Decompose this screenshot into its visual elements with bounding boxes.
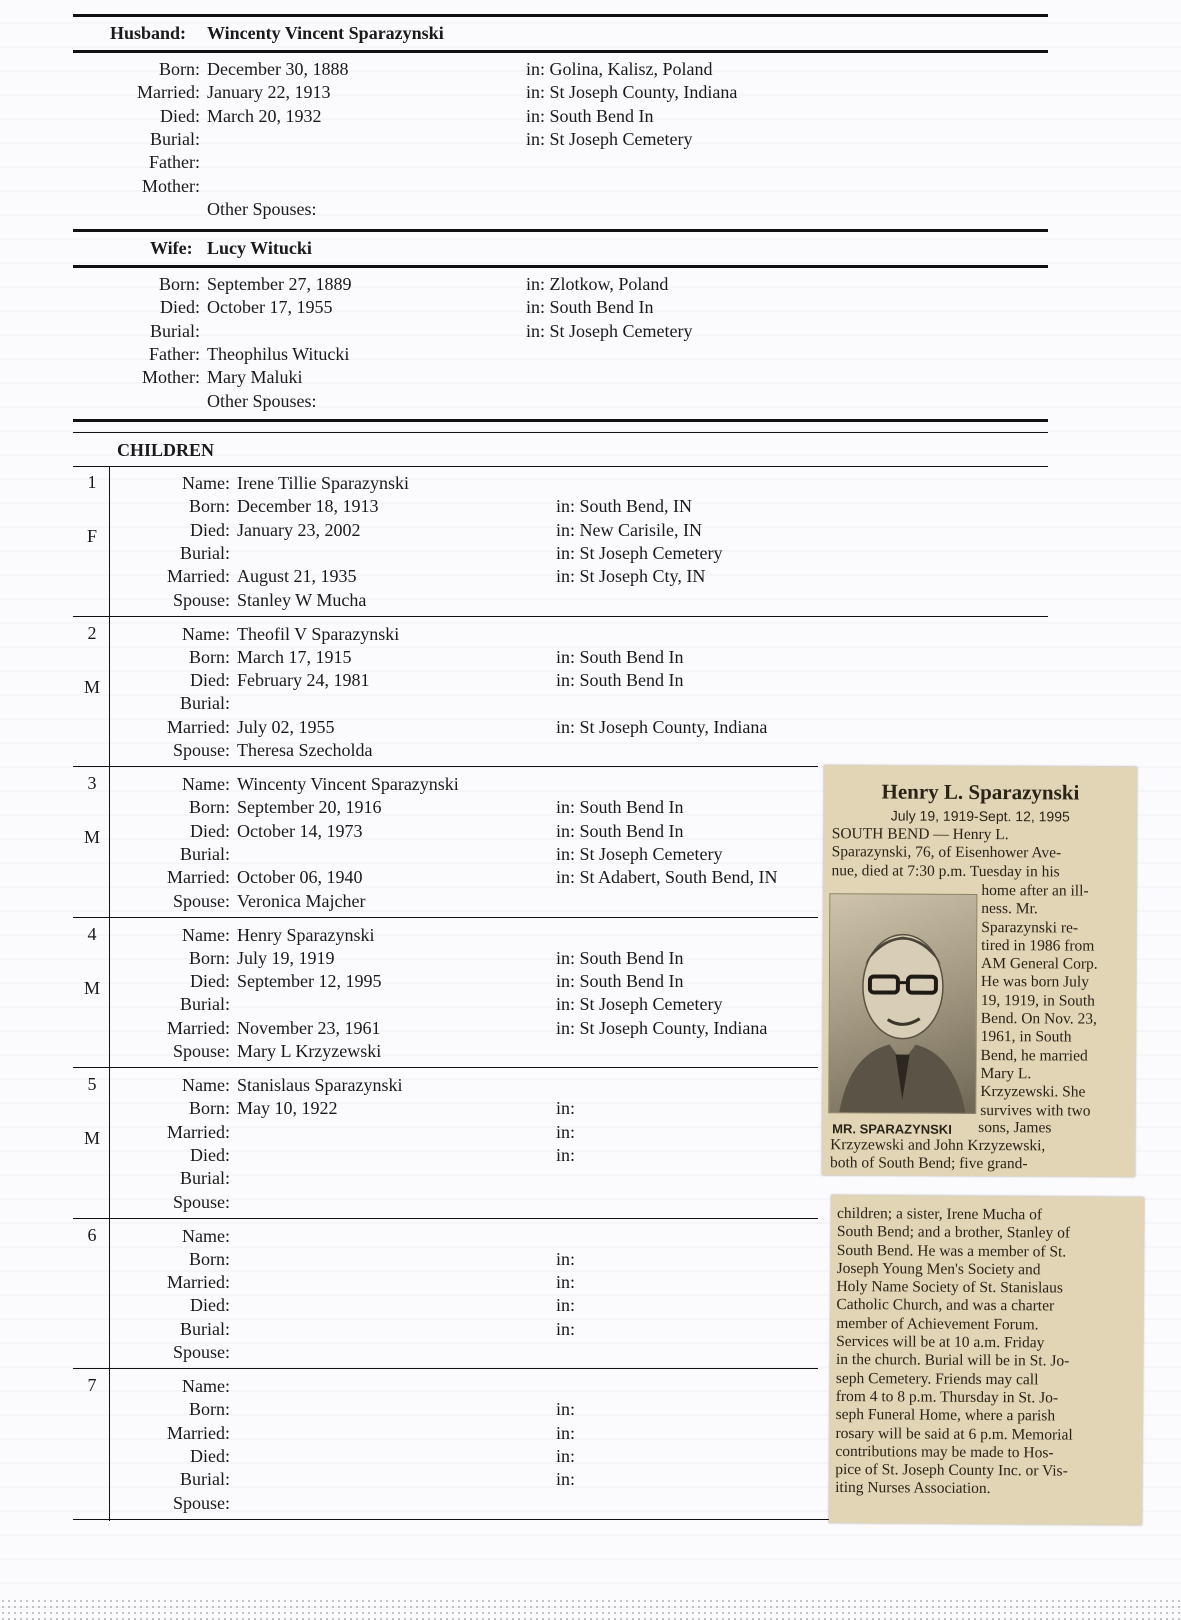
obituary-line: Holy Name Society of St. Stanislaus <box>836 1278 1064 1297</box>
obituary-line: iting Nurses Association. <box>835 1479 991 1498</box>
child-field-place: in: South Bend In <box>556 670 684 691</box>
child-field-value: July 19, 1919 <box>237 947 335 968</box>
child-field-value: October 06, 1940 <box>237 867 363 888</box>
portrait-illustration <box>829 894 976 1113</box>
child-field-label: Died: <box>190 820 230 841</box>
child-field-place: in: South Bend In <box>556 947 684 968</box>
husband-field-place: in: South Bend In <box>526 105 654 126</box>
child-field-label: Name: <box>182 1225 230 1246</box>
child-field-value: August 21, 1935 <box>237 566 357 587</box>
obituary-line: South Bend. He was a member of St. <box>836 1241 1067 1261</box>
obituary-line: member of Achievement Forum. <box>836 1314 1039 1334</box>
children-rule-2 <box>73 432 1048 433</box>
husband-field-value: March 20, 1932 <box>207 105 322 126</box>
child-field-label: Married: <box>167 716 230 737</box>
child-field-value: Henry Sparazynski <box>237 924 375 945</box>
child-field-value: Wincenty Vincent Sparazynski <box>237 774 459 794</box>
child-field-label: Married: <box>167 566 230 587</box>
child-number: 1 <box>87 472 97 492</box>
obituary-line: Sparazynski, 76, of Eisenhower Ave- <box>831 843 1062 862</box>
child-field-value: Mary L Krzyzewski <box>237 1041 382 1061</box>
child-field-label: Spouse: <box>172 1342 230 1362</box>
child-bottom-rule <box>73 1218 818 1219</box>
child-field-place: in: <box>556 1399 576 1420</box>
scan-edge-pattern <box>0 1598 1181 1620</box>
children-top-rule <box>73 466 1048 467</box>
children-rule-1 <box>73 419 1048 422</box>
child-field-place: in: South Bend, IN <box>556 496 693 517</box>
obituary-line: He was born July <box>980 973 1090 992</box>
child-field-place: in: New Carisile, IN <box>556 519 702 540</box>
obituary-line: tired in 1986 from <box>981 936 1095 955</box>
photo-caption: MR. SPARAZYNSKI <box>832 1121 952 1137</box>
wife-field-label: Born: <box>158 274 200 294</box>
child-field-place: in: South Bend In <box>556 971 684 992</box>
obituary-line: pice of St. Joseph County Inc. or Vis- <box>835 1461 1068 1480</box>
child-field-place: in: St Joseph Cty, IN <box>556 566 706 587</box>
wife-field-label: Died: <box>160 297 200 318</box>
child-sex: M <box>83 676 100 697</box>
obituary-line: 1961, in South <box>980 1028 1072 1046</box>
obituary-line: 19, 1919, in South <box>980 991 1095 1010</box>
child-sex: M <box>83 1128 100 1148</box>
child-field-label: Burial: <box>180 693 230 714</box>
child-field-place: in: St Joseph Cemetery <box>556 542 723 563</box>
child-field-value: Theresa Szecholda <box>237 740 373 760</box>
child-number: 4 <box>87 923 97 944</box>
wife-name: Lucy Witucki <box>207 238 312 258</box>
obituary-line: children; a sister, Irene Mucha of <box>836 1204 1043 1224</box>
child-field-place: in: <box>556 1121 576 1142</box>
child-sex: F <box>86 526 97 546</box>
obituary-line: AM General Corp. <box>980 955 1098 973</box>
obituary-clipping-bottom <box>829 1195 1144 1525</box>
obituary-tail <box>830 1136 1128 1174</box>
child-field-value: September 12, 1995 <box>237 971 382 992</box>
child-field-place: in: <box>556 1144 576 1165</box>
child-bottom-rule <box>73 616 1048 617</box>
husband-field-place: in: Golina, Kalisz, Poland <box>526 59 713 79</box>
obituary-clipping-top <box>822 765 1137 1177</box>
child-field-label: Burial: <box>180 1318 230 1339</box>
child-sex: M <box>83 977 100 998</box>
child-field-label: Married: <box>167 1422 230 1443</box>
wife-top-rule <box>73 229 1048 232</box>
wife-field-value: Mary Maluki <box>207 367 303 388</box>
child-field-label: Spouse: <box>172 740 230 760</box>
child-field-label: Burial: <box>180 994 230 1015</box>
obituary-line: in the church. Burial will be in St. Jo- <box>835 1351 1070 1370</box>
top-rule <box>73 14 1048 17</box>
child-sex: M <box>83 827 100 847</box>
husband-field-place: in: St Joseph County, Indiana <box>526 82 738 103</box>
wife-field-place: in: South Bend In <box>526 297 654 318</box>
child-field-place: in: South Bend In <box>556 797 684 818</box>
child-bottom-rule <box>73 766 818 767</box>
wife-field-value: October 17, 1955 <box>207 297 333 318</box>
child-field-value: Irene Tillie Sparazynski <box>237 473 409 493</box>
child-field-value: March 17, 1915 <box>237 646 352 667</box>
child-field-place: in: <box>556 1445 576 1466</box>
child-number: 3 <box>87 773 97 793</box>
child-field-label: Born: <box>188 646 230 667</box>
child-field-label: Born: <box>188 1399 230 1420</box>
child-field-label: Name: <box>182 1376 230 1396</box>
obituary-line: Bend, he married <box>980 1046 1088 1065</box>
child-field-label: Spouse: <box>172 589 230 610</box>
child-number: 2 <box>87 622 97 643</box>
caption-tail: sons, James <box>978 1118 1052 1137</box>
obituary-line: Joseph Young Men's Society and <box>836 1259 1041 1279</box>
child-field-label: Name: <box>182 473 230 493</box>
child-number: 7 <box>87 1375 97 1395</box>
husband-field-label: Born: <box>158 59 200 79</box>
obituary-line: Catholic Church, and was a charter <box>836 1296 1055 1315</box>
husband-other-spouses: Other Spouses: <box>207 198 317 219</box>
wife-field-place: in: St Joseph Cemetery <box>526 320 693 341</box>
wife-field-label: Father: <box>149 343 200 364</box>
child-field-label: Burial: <box>180 843 230 864</box>
child-field-label: Burial: <box>180 1168 230 1189</box>
obituary-line: Krzyzewski and John Krzyzewski, <box>830 1136 1046 1155</box>
child-field-place: in: <box>556 1295 576 1316</box>
husband-label: Husband: <box>110 23 187 43</box>
child-field-label: Died: <box>190 670 230 691</box>
child-field-label: Born: <box>188 947 230 968</box>
obituary-line: Mary L. <box>980 1064 1032 1083</box>
child-bottom-rule <box>73 917 818 918</box>
child-bottom-rule <box>73 1368 818 1369</box>
obituary-line: SOUTH BEND — Henry L. <box>831 825 1009 844</box>
child-field-value: Stanley W Mucha <box>237 589 367 610</box>
child-field-label: Born: <box>188 496 230 517</box>
child-field-value: December 18, 1913 <box>237 496 379 517</box>
child-bottom-rule <box>73 1067 818 1068</box>
wife-field-label: Mother: <box>142 367 200 388</box>
child-field-place: in: <box>556 1422 576 1443</box>
obituary-line: from 4 to 8 p.m. Thursday in St. Jo- <box>835 1387 1059 1407</box>
obituary-line: survives with two <box>980 1101 1091 1120</box>
husband-field-value: January 22, 1913 <box>207 82 331 103</box>
obituary-line: home after an ill- <box>981 882 1089 900</box>
child-field-value: January 23, 2002 <box>237 519 361 540</box>
child-field-label: Spouse: <box>172 1041 230 1061</box>
child-field-value: February 24, 1981 <box>237 670 370 691</box>
wife-field-place: in: Zlotkow, Poland <box>526 274 669 294</box>
child-field-label: Born: <box>188 1098 230 1119</box>
child-field-label: Died: <box>190 971 230 992</box>
child-field-label: Name: <box>182 1075 230 1095</box>
child-field-label: Spouse: <box>172 890 230 911</box>
husband-field-label: Burial: <box>150 128 200 149</box>
child-field-label: Name: <box>182 774 230 794</box>
child-field-place: in: <box>556 1318 576 1339</box>
child-field-label: Burial: <box>180 1469 230 1490</box>
wife-rule <box>73 265 1048 268</box>
child-field-place: in: South Bend In <box>556 820 684 841</box>
obituary-line: South Bend; and a brother, Stanley of <box>836 1223 1071 1242</box>
child-field-label: Spouse: <box>172 1492 230 1513</box>
wife-field-label: Burial: <box>150 320 200 341</box>
husband-rule <box>73 50 1048 53</box>
obituary-intro <box>831 825 1127 881</box>
child-field-place: in: <box>556 1469 576 1490</box>
child-field-place: in: South Bend In <box>556 646 684 667</box>
husband-field-label: Mother: <box>142 175 200 196</box>
wife-label: Wife: <box>150 238 193 258</box>
child-field-label: Died: <box>190 519 230 540</box>
obituary-line: rosary will be said at 6 p.m. Memorial <box>835 1424 1073 1444</box>
child-field-label: Died: <box>190 1144 230 1165</box>
obituary-continued <box>835 1205 1137 1500</box>
child-field-place: in: St Adabert, South Bend, IN <box>556 867 778 888</box>
husband-name: Wincenty Vincent Sparazynski <box>207 23 444 43</box>
wife-other-spouses: Other Spouses: <box>207 390 317 411</box>
child-field-value: Veronica Majcher <box>237 890 366 911</box>
obituary-photo <box>828 893 977 1114</box>
child-field-place: in: St Joseph County, Indiana <box>556 1017 768 1038</box>
husband-field-label: Died: <box>160 105 200 126</box>
child-field-label: Name: <box>182 623 230 644</box>
child-field-label: Born: <box>188 797 230 818</box>
obituary-title: Henry L. Sparazynski <box>881 779 1080 805</box>
obituary-line: Krzyzewski. She <box>980 1083 1086 1101</box>
husband-field-value: December 30, 1888 <box>207 59 349 79</box>
obituary-line: contributions may be made to Hos- <box>835 1442 1054 1462</box>
child-field-label: Spouse: <box>172 1191 230 1212</box>
obituary-line: Services will be at 10 a.m. Friday <box>836 1333 1045 1352</box>
child-field-value: May 10, 1922 <box>237 1098 338 1119</box>
obituary-line: nue, died at 7:30 p.m. Tuesday in his <box>831 861 1060 881</box>
obituary-line: both of South Bend; five grand- <box>829 1154 1028 1173</box>
obituary-line: seph Cemetery. Friends may call <box>835 1369 1039 1389</box>
wife-field-value: September 27, 1889 <box>207 274 352 294</box>
obituary-dates: July 19, 1919-Sept. 12, 1995 <box>890 807 1070 825</box>
child-field-place: in: St Joseph County, Indiana <box>556 716 768 737</box>
obituary-line: Bend. On Nov. 23, <box>980 1010 1097 1028</box>
child-field-label: Married: <box>167 1121 230 1142</box>
child-field-place: in: St Joseph Cemetery <box>556 994 723 1015</box>
husband-field-label: Father: <box>149 152 200 173</box>
child-field-value: September 20, 1916 <box>237 797 382 818</box>
child-field-place: in: <box>556 1272 576 1293</box>
children-heading: CHILDREN <box>117 440 215 460</box>
child-field-place: in: St Joseph Cemetery <box>556 843 723 864</box>
obituary-side-column <box>980 882 1129 1121</box>
child-field-value: Theofil V Sparazynski <box>237 623 400 644</box>
child-field-value: Stanislaus Sparazynski <box>237 1075 403 1095</box>
obituary-line: ness. Mr. <box>981 900 1038 918</box>
wife-field-value: Theophilus Witucki <box>207 343 350 364</box>
child-field-value: October 14, 1973 <box>237 820 363 841</box>
child-field-label: Born: <box>188 1248 230 1269</box>
child-field-label: Married: <box>167 867 230 888</box>
child-field-label: Died: <box>190 1295 230 1316</box>
child-field-label: Married: <box>167 1272 230 1293</box>
child-number: 6 <box>87 1224 97 1245</box>
child-field-label: Died: <box>190 1445 230 1466</box>
child-field-place: in: <box>556 1248 576 1269</box>
child-field-place: in: <box>556 1098 576 1119</box>
obituary-line: seph Funeral Home, where a parish <box>835 1406 1056 1425</box>
child-field-label: Name: <box>182 924 230 945</box>
child-field-label: Married: <box>167 1017 230 1038</box>
child-field-label: Burial: <box>180 542 230 563</box>
child-field-value: July 02, 1955 <box>237 716 335 737</box>
husband-field-label: Married: <box>137 82 200 103</box>
child-number: 5 <box>87 1074 97 1094</box>
obituary-line: Sparazynski re- <box>981 918 1079 937</box>
child-field-value: November 23, 1961 <box>237 1017 381 1038</box>
husband-field-place: in: St Joseph Cemetery <box>526 128 693 149</box>
